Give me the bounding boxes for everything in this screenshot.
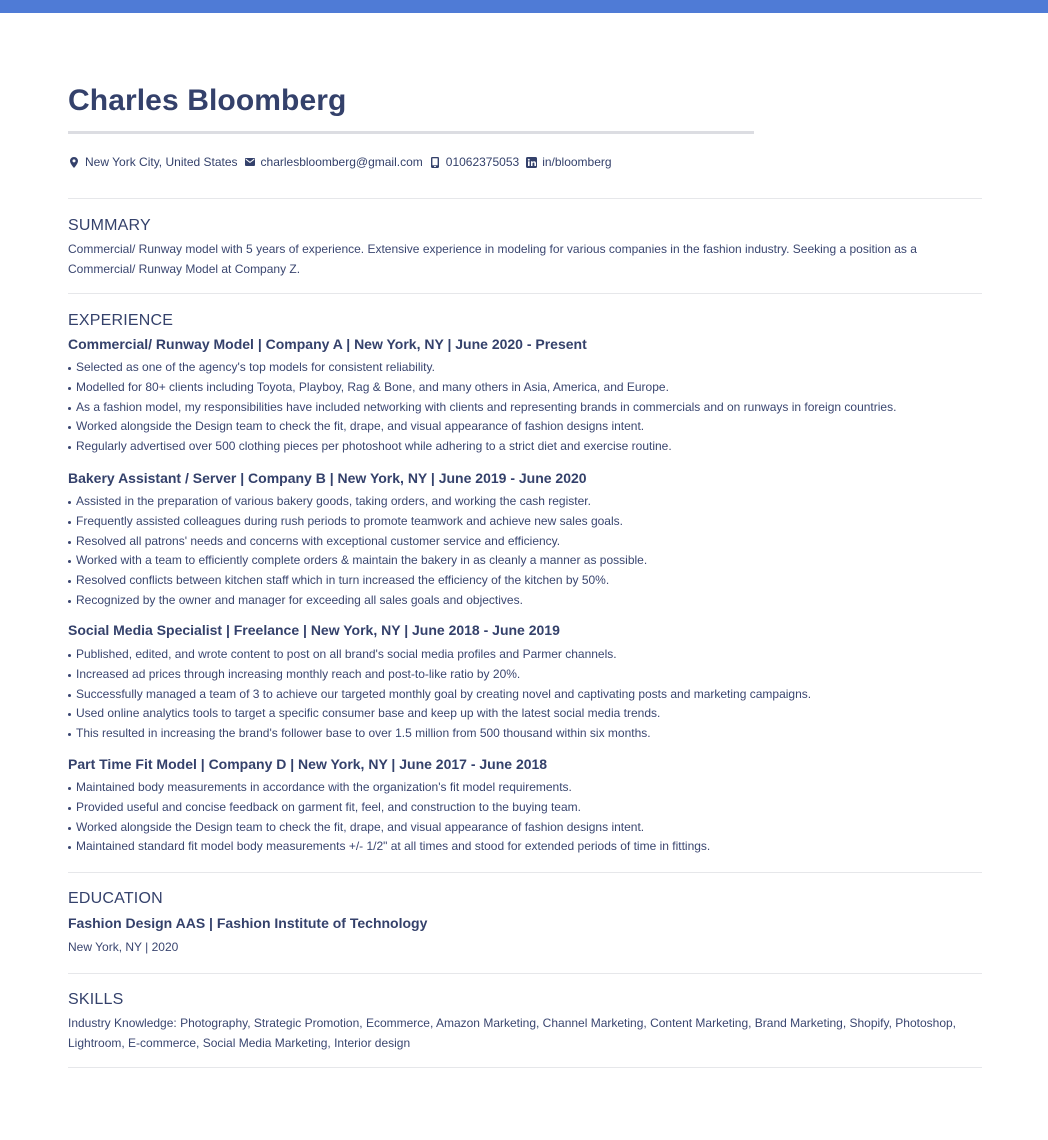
education-details: New York, NY | 2020 (68, 940, 179, 954)
job-bullets (68, 645, 811, 744)
job-bullets (68, 778, 710, 857)
list-item: Increased ad prices through increasing monthly reach and post-to-like ratio by 20%. (68, 665, 811, 685)
envelope-icon (244, 155, 256, 169)
list-item: Worked alongside the Design team to check the fit, drape, and visual appearance of fashion designs intent. (68, 417, 896, 437)
list-item: As a fashion model, my responsibilities have included networking with clients and representing brands in commercials and on runways in foreign countries. (68, 398, 896, 418)
job-heading: Commercial/ Runway Model | Company A | New York, NY | June 2020 - Present (68, 336, 587, 352)
list-item: Resolved all patrons' needs and concerns with exceptional customer service and efficiency. (68, 532, 647, 552)
divider (68, 872, 982, 873)
list-item: Published, edited, and wrote content to post on all brand's social media profiles and Parmer channels. (68, 645, 811, 665)
job-heading: Bakery Assistant / Server | Company B | New York, NY | June 2019 - June 2020 (68, 470, 587, 486)
linkedin-link[interactable]: in/bloomberg (542, 155, 612, 169)
summary-text: Commercial/ Runway model with 5 years of experience. Extensive experience in modeling for various companies in the fashion industry. Seeking a position as a Commercial/ Runway Model at Company Z. (68, 242, 917, 276)
candidate-name: Charles Bloomberg (68, 84, 347, 117)
list-item: Regularly advertised over 500 clothing pieces per photoshoot while adhering to a strict diet and exercise routine. (68, 437, 896, 457)
experience-heading: EXPERIENCE (68, 312, 174, 329)
contact-phone[interactable] (429, 155, 519, 169)
email-link[interactable]: charlesbloomberg@gmail.com (260, 155, 423, 169)
divider (68, 198, 982, 199)
list-item: Maintained standard fit model body measurements +/- 1/2" at all times and stood for extended periods of time in fittings. (68, 837, 710, 857)
job-bullets (68, 358, 896, 457)
list-item: Worked with a team to efficiently complete orders & maintain the bakery in as cleanly a manner as possible. (68, 551, 647, 571)
contact-linkedin[interactable] (525, 155, 611, 169)
job-heading: Social Media Specialist | Freelance | New York, NY | June 2018 - June 2019 (68, 622, 560, 638)
location-pin-icon (68, 155, 80, 169)
list-item: Worked alongside the Design team to check the fit, drape, and visual appearance of fashion designs intent. (68, 818, 710, 838)
phone-icon (429, 155, 441, 169)
list-item: Frequently assisted colleagues during rush periods to promote teamwork and achieve new sales goals. (68, 512, 647, 532)
list-item: Successfully managed a team of 3 to achieve our targeted monthly goal by creating novel and captivating posts and marketing campaigns. (68, 685, 811, 705)
divider (68, 1067, 982, 1068)
name-underline (68, 131, 754, 134)
education-heading: EDUCATION (68, 890, 163, 907)
list-item: Resolved conflicts between kitchen staff which in turn increased the efficiency of the kitchen by 50%. (68, 571, 647, 591)
list-item: Maintained body measurements in accordance with the organization's fit model requirements. (68, 778, 710, 798)
skills-heading: SKILLS (68, 991, 124, 1008)
contact-row (68, 155, 618, 169)
list-item: Modelled for 80+ clients including Toyota, Playboy, Rag & Bone, and many others in Asia, America, and Europe. (68, 378, 896, 398)
linkedin-icon (525, 155, 537, 169)
job-bullets (68, 492, 647, 611)
list-item: Used online analytics tools to target a specific consumer base and keep up with the latest social media trends. (68, 704, 811, 724)
contact-email[interactable] (244, 155, 423, 169)
degree-heading: Fashion Design AAS | Fashion Institute of Technology (68, 915, 428, 931)
divider (68, 293, 982, 294)
contact-location (68, 155, 238, 169)
list-item: Selected as one of the agency's top models for consistent reliability. (68, 358, 896, 378)
list-item: Recognized by the owner and manager for exceeding all sales goals and objectives. (68, 591, 647, 611)
divider (68, 973, 982, 974)
summary-heading: SUMMARY (68, 217, 151, 234)
list-item: Assisted in the preparation of various bakery goods, taking orders, and working the cash register. (68, 492, 647, 512)
list-item: Provided useful and concise feedback on garment fit, feel, and construction to the buying team. (68, 798, 710, 818)
location-text: New York City, United States (85, 155, 238, 169)
job-heading: Part Time Fit Model | Company D | New York, NY | June 2017 - June 2018 (68, 756, 548, 772)
list-item: This resulted in increasing the brand's follower base to over 1.5 million from 500 thousand within six months. (68, 724, 811, 744)
skills-text: Industry Knowledge: Photography, Strategic Promotion, Ecommerce, Amazon Marketing, Channel Marketing, Content Marketing, Brand Marketing, Shopify, Photoshop, Lightroom, E-commerce, Social Media Marketing, Interior design (68, 1016, 957, 1050)
top-accent-bar (0, 0, 1048, 13)
phone-text[interactable]: 01062375053 (445, 155, 520, 169)
